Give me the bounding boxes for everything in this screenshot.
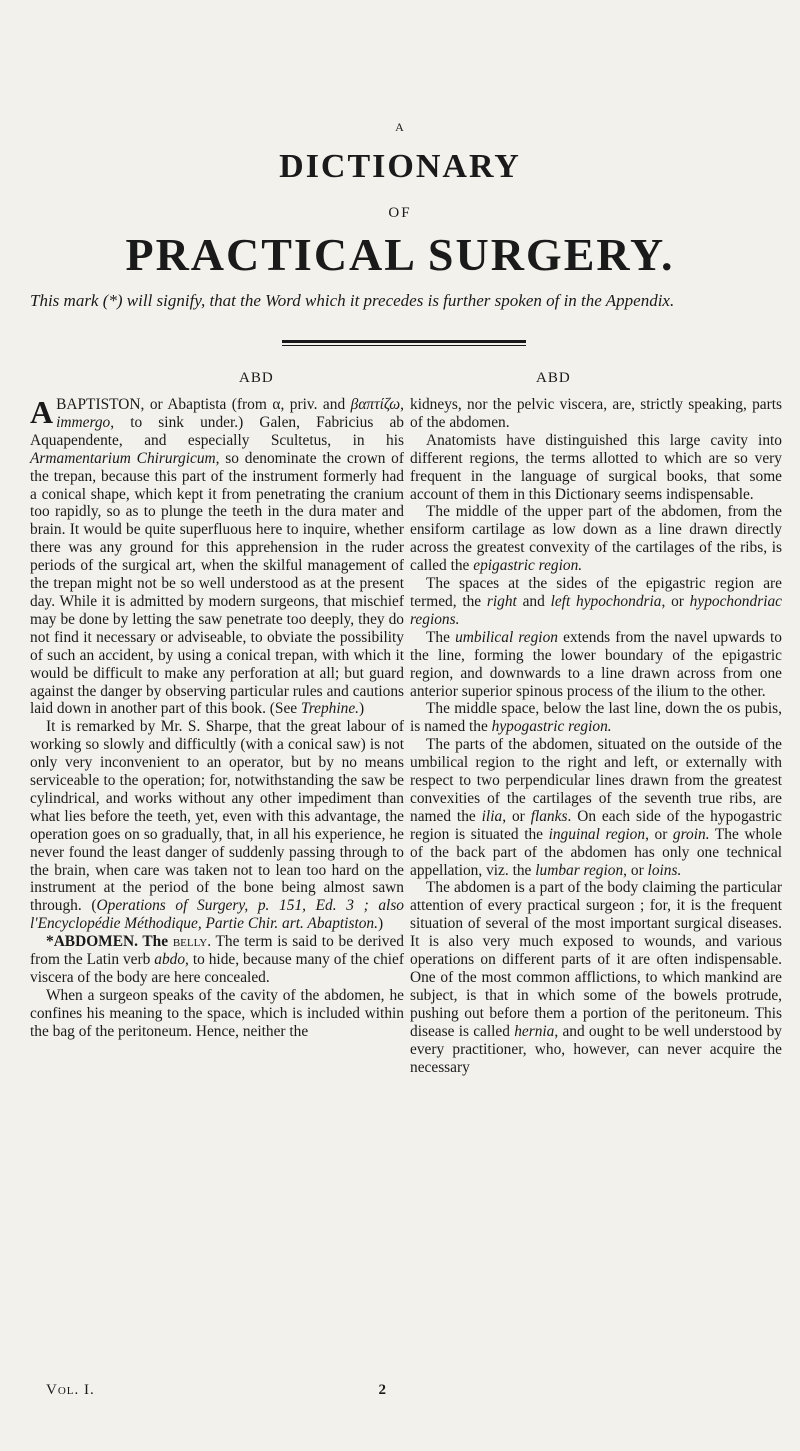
term: right: [486, 592, 517, 610]
paragraph: [410, 879, 782, 1076]
text: The middle of the upper part of the abdomen, from the ensiform cartilage as low down as a line drawn directly across the greatest convexity of the cartilages of the ribs, is called the: [410, 503, 782, 575]
text: ): [377, 915, 384, 933]
paragraph: kidneys, nor the pelvic viscera, are, strictly speaking, parts of the abdomen.: [410, 396, 782, 431]
text: BAPTISTON, or Abaptista (from: [56, 396, 273, 413]
text: . The term is said to be derived from the Latin verb: [30, 933, 404, 969]
text: The middle space, below the last line, down the os pubis, is named the: [410, 700, 782, 736]
text: , or: [502, 807, 531, 825]
book-reference: Armamentarium Chirurgicum: [30, 449, 216, 467]
text: extends from the navel upwards to the line, forming the lower boundary of the epigastric region, and downwards to a line drawn across from one anterior superior spinous process of the ilium to the other.: [410, 628, 782, 700]
term: left hypochondria: [550, 592, 662, 610]
term: ilia: [481, 807, 503, 825]
paragraph: Anatomists have distinguished this large cavity into different regions, the terms allotted to which are so very frequent in the language of surgical books, that some account of them in this Dictionary seems indispensable.: [410, 431, 782, 503]
text: The: [426, 628, 456, 646]
text: It is remarked by Mr. S. Sharpe, that the great labour of working so slowly and difficultly (with a conical saw) is not only very inconvenient to an operator, but by no means serviceable to the operation; for, notwithstanding the saw be cylindrical, and works without any other impediment than what lies before the teeth, yet, even with this advantage, the operation goes on so gradually, that, in all his experience, he never found the least danger of suddenly passing through to the brain, when care was taken not to lean too hard on the instrument at the period of the bone being almost sawn through. (: [30, 718, 404, 915]
text: , or: [645, 825, 673, 843]
term: epigastric region.: [473, 557, 583, 575]
term: lumbar region: [535, 861, 624, 879]
term: groin.: [672, 825, 710, 843]
ornamental-rule-thin: [282, 345, 526, 346]
paragraph: [410, 629, 782, 701]
paragraph: [410, 575, 782, 629]
text: . On each side of the hypogastric region is situated the: [410, 807, 782, 843]
latin-term: immergo: [56, 413, 111, 431]
paragraph: [30, 718, 404, 933]
title-article: A: [395, 120, 405, 134]
book-subtitle: PRACTICAL SURGERY.: [125, 229, 675, 280]
left-column: [30, 396, 404, 1041]
term: hypochondriac regions.: [410, 592, 782, 628]
text: , or: [661, 592, 690, 610]
text: , and ought to be well understood by every practitioner, who, however, can never acquire the necessary: [410, 1022, 782, 1076]
text: The spaces at the sides of the epigastric region are termed, the: [410, 575, 782, 610]
title-of: OF: [388, 205, 412, 221]
term: hypogastric region.: [491, 718, 612, 736]
text: and: [516, 592, 551, 610]
entry-abaptiston: [30, 396, 404, 718]
appendix-note: This mark (*) will signify, that the Word which it precedes is further spoken of in the Appendix.: [30, 291, 675, 310]
right-column: [410, 396, 782, 1076]
latin-term: abdo: [154, 951, 186, 969]
text: The parts of the abdomen, situated on the outside of the umbilical region to the right and left, or externally with respect to two perpendicular lines drawn from the greatest convexities of the cartilages of the seventh true ribs, are named the: [410, 736, 782, 825]
term: flanks: [530, 807, 568, 825]
text: The whole of the back part of the abdomen has only one technical appellation, viz. the: [410, 825, 782, 879]
volume-label: Vol. I.: [46, 1382, 95, 1398]
term: hernia: [514, 1022, 555, 1040]
text: , to sink under.) Galen, Fabricius ab Aquapendente, and especially Scultetus, in his: [30, 413, 404, 449]
greek-text: βαπτίζω: [350, 396, 401, 413]
signature-mark: 2: [378, 1382, 386, 1398]
text: ,: [400, 396, 404, 413]
page-footer: [46, 1382, 386, 1399]
term: umbilical region: [455, 628, 558, 646]
paragraph: [410, 503, 782, 575]
text: , so denominate the crown of the trepan, because this part of the instrument formerly had a conical shape, which kept it from penetrating the cranium too rapidly, so as to plunge the teeth in the dura mater and brain. It would be quite superfluous here to inquire, whether there was any ground for this apprehension in the ruder periods of the surgical art, when the skilful management of the trepan might not be so well understood as at the present day. While it is admitted by modern surgeons, that mischief may be done by letting the saw penetrate too deeply, they do not find it necessary or adviseable, to obviate the possibility of such an accident, by using a conical trepan, with which it would be difficult to make any perforation at all; but guard against the danger by observing particular rules and cautions laid down in another part of this book. (See: [30, 449, 404, 718]
book-title: DICTIONARY: [279, 148, 521, 185]
greek-text: α: [272, 396, 281, 413]
definition: belly: [172, 933, 208, 951]
paragraph: When a surgeon speaks of the cavity of the abdomen, he confines his meaning to the space, which is included within the bag of the peritoneum. Hence, neither the: [30, 986, 404, 1040]
ornamental-rule: [282, 340, 526, 343]
text: , to hide, because many of the chief viscera of the body are here concealed.: [30, 951, 404, 986]
running-head-right: ABD: [536, 370, 571, 386]
entry-abdomen: [30, 933, 404, 987]
text: The abdomen is a part of the body claiming the particular attention of every practical surgeon ; for, it is the frequent situation of several of the most important surgical diseases. It is also very much exposed to wounds, and various operations on different parts of it are often indispensable. One of the most common afflictions, to which mankind are subject, is that in which some of the bowels protrude, pushing out before them a portion of the peritoneum. This disease is called: [410, 879, 782, 1040]
paragraph: [410, 736, 782, 879]
drop-cap: A: [30, 394, 54, 430]
term: loins.: [647, 861, 682, 879]
citation: Operations of Surgery, p. 151, Ed. 3 ; also l'Encyclopédie Méthodique, Partie Chir. art. Abaptiston.: [30, 897, 405, 933]
cross-reference: Trephine.: [301, 700, 359, 718]
term: inguinal region: [548, 825, 646, 843]
headword: *ABDOMEN. The: [46, 933, 173, 951]
text: ): [359, 700, 365, 718]
running-head-left: ABD: [239, 370, 274, 386]
text: , priv. and: [280, 396, 351, 413]
text: , or: [623, 861, 648, 879]
paragraph: [410, 700, 782, 736]
